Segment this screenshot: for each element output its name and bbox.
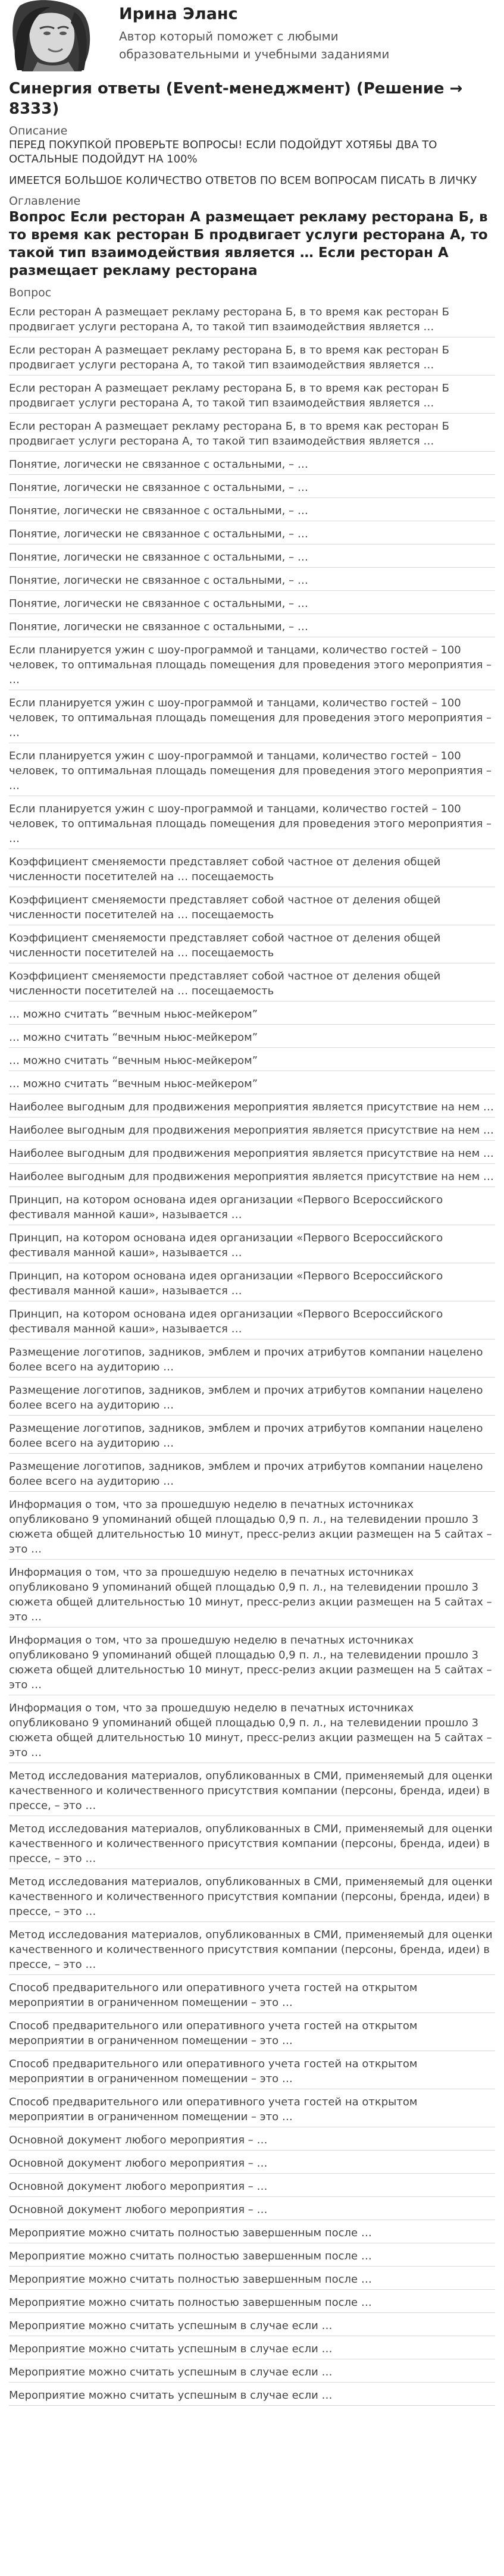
questions-label: Вопрос: [9, 286, 52, 299]
question-item: Если ресторан А размещает рекламу ресторана Б, в то время как ресторан Б продвигает услуги ресторана А, то такой тип взаимодействия является …: [9, 419, 495, 452]
questions-list: [9, 305, 495, 2406]
question-item: Способ предварительного или оперативного учета гостей на открытом мероприятии в ограниченном помещении – это …: [9, 1980, 495, 2013]
question-item: Понятие, логически не связанное с остальными, – …: [9, 619, 495, 637]
question-item: Способ предварительного или оперативного учета гостей на открытом мероприятии в ограниченном помещении – это …: [9, 2057, 495, 2089]
question-item: Принцип, на котором основана идея организации «Первого Всероссийского фестиваля манной каши», называется …: [9, 1231, 495, 1263]
question-item: Коэффициент сменяемости представляет собой частное от деления общей численности посетителей на … посещаемость: [9, 893, 495, 925]
question-item: Наиболее выгодным для продвижения мероприятия является присутствие на нем …: [9, 1146, 495, 1164]
question-item: … можно считать “вечным ньюс-мейкером”: [9, 1076, 495, 1094]
question-item: Размещение логотипов, задников, эмблем и прочих атрибутов компании нацелено более всего на аудиторию …: [9, 1459, 495, 1492]
question-item: Мероприятие можно считать полностью завершенным после …: [9, 2226, 495, 2243]
question-item: Если планируется ужин с шоу-программой и танцами, количество гостей – 100 человек, то оптимальная площадь помещения для проведения этого мероприятия – …: [9, 749, 495, 796]
question-item: Информация о том, что за прошедшую неделю в печатных источниках опубликовано 9 упоминаний общей площадью 0,9 п. л., на телевидении прошло 3 сюжета общей длительностью 10 минут, пресс-релиз акции размещен на 5 сайтах – это …: [9, 1633, 495, 1695]
question-item: Метод исследования материалов, опубликованных в СМИ, применяемый для оценки качественного и количественного присутствия компании (персоны, бренда, идеи) в прессе, – это …: [9, 1927, 495, 1975]
page-title: Синергия ответы (Event-менеджмент) (Решение → 8333): [9, 80, 463, 118]
question-item: Если планируется ужин с шоу-программой и танцами, количество гостей – 100 человек, то оптимальная площадь помещения для проведения этого мероприятия – …: [9, 643, 495, 690]
toc-label: Оглавление: [9, 195, 81, 208]
question-item: Основной документ любого мероприятия – …: [9, 2179, 495, 2197]
question-item: Мероприятие можно считать полностью завершенным после …: [9, 2295, 495, 2313]
question-item: Информация о том, что за прошедшую неделю в печатных источниках опубликовано 9 упоминаний общей площадью 0,9 п. л., на телевидении прошло 3 сюжета общей длительностью 10 минут, пресс-релиз акции размещен на 5 сайтах – это …: [9, 1565, 495, 1627]
question-item: Понятие, логически не связанное с остальными, – …: [9, 503, 495, 521]
avatar[interactable]: [9, 0, 95, 71]
question-item: Способ предварительного или оперативного учета гостей на открытом мероприятии в ограниченном помещении – это …: [9, 2095, 495, 2127]
author-name[interactable]: Ирина Эланс: [119, 5, 238, 23]
question-item: Информация о том, что за прошедшую неделю в печатных источниках опубликовано 9 упоминаний общей площадью 0,9 п. л., на телевидении прошло 3 сюжета общей длительностью 10 минут, пресс-релиз акции размещен на 5 сайтах – это …: [9, 1497, 495, 1560]
question-item: Мероприятие можно считать успешным в случае если …: [9, 2342, 495, 2359]
question-item: Метод исследования материалов, опубликованных в СМИ, применяемый для оценки качественного и количественного присутствия компании (персоны, бренда, идеи) в прессе, – это …: [9, 1821, 495, 1869]
author-header: [9, 0, 495, 71]
question-item: Понятие, логически не связанное с остальными, – …: [9, 550, 495, 568]
question-item: Наиболее выгодным для продвижения мероприятия является присутствие на нем …: [9, 1100, 495, 1118]
question-item: Если ресторан А размещает рекламу ресторана Б, в то время как ресторан Б продвигает услуги ресторана А, то такой тип взаимодействия является …: [9, 343, 495, 375]
description-paragraph: ПЕРЕД ПОКУПКОЙ ПРОВЕРЬТЕ ВОПРОСЫ! ЕСЛИ ПОДОЙДУТ ХОТЯБЫ ДВА ТО ОСТАЛЬНЫЕ ПОДОЙДУТ НА 100%: [9, 139, 437, 165]
question-item: Если планируется ужин с шоу-программой и танцами, количество гостей – 100 человек, то оптимальная площадь помещения для проведения этого мероприятия – …: [9, 802, 495, 849]
question-item: Понятие, логически не связанное с остальными, – …: [9, 480, 495, 498]
avatar-image: [9, 0, 95, 71]
question-item: Мероприятие можно считать успешным в случае если …: [9, 2318, 495, 2336]
question-item: Принцип, на котором основана идея организации «Первого Всероссийского фестиваля манной каши», называется …: [9, 1192, 495, 1225]
description-label: Описание: [9, 124, 68, 137]
question-item: Метод исследования материалов, опубликованных в СМИ, применяемый для оценки качественного и количественного присутствия компании (персоны, бренда, идеи) в прессе, – это …: [9, 1874, 495, 1922]
question-item: Мероприятие можно считать успешным в случае если …: [9, 2388, 495, 2406]
question-item: Основной документ любого мероприятия – …: [9, 2133, 495, 2151]
question-item: Основной документ любого мероприятия – …: [9, 2202, 495, 2220]
question-item: Размещение логотипов, задников, эмблем и прочих атрибутов компании нацелено более всего на аудиторию …: [9, 1345, 495, 1378]
question-item: Если ресторан А размещает рекламу ресторана Б, в то время как ресторан Б продвигает услуги ресторана А, то такой тип взаимодействия является …: [9, 305, 495, 337]
question-item: Основной документ любого мероприятия – …: [9, 2156, 495, 2174]
question-item: Метод исследования материалов, опубликованных в СМИ, применяемый для оценки качественного и количественного присутствия компании (персоны, бренда, идеи) в прессе, – это …: [9, 1769, 495, 1816]
question-item: Понятие, логически не связанное с остальными, – …: [9, 457, 495, 475]
question-item: Если планируется ужин с шоу-программой и танцами, количество гостей – 100 человек, то оптимальная площадь помещения для проведения этого мероприятия – …: [9, 696, 495, 743]
question-item: Принцип, на котором основана идея организации «Первого Всероссийского фестиваля манной каши», называется …: [9, 1307, 495, 1339]
question-item: Коэффициент сменяемости представляет собой частное от деления общей численности посетителей на … посещаемость: [9, 931, 495, 963]
question-item: Мероприятие можно считать успешным в случае если …: [9, 2365, 495, 2383]
question-item: … можно считать “вечным ньюс-мейкером”: [9, 1053, 495, 1071]
question-item: Принцип, на котором основана идея организации «Первого Всероссийского фестиваля манной каши», называется …: [9, 1269, 495, 1301]
question-item: Способ предварительного или оперативного учета гостей на открытом мероприятии в ограниченном помещении – это …: [9, 2018, 495, 2051]
question-item: Наиболее выгодным для продвижения мероприятия является присутствие на нем …: [9, 1169, 495, 1187]
question-item: Коэффициент сменяемости представляет собой частное от деления общей численности посетителей на … посещаемость: [9, 855, 495, 887]
question-item: Понятие, логически не связанное с остальными, – …: [9, 573, 495, 591]
question-item: Размещение логотипов, задников, эмблем и прочих атрибутов компании нацелено более всего на аудиторию …: [9, 1421, 495, 1454]
question-item: Коэффициент сменяемости представляет собой частное от деления общей численности посетителей на … посещаемость: [9, 969, 495, 1001]
author-info: [119, 0, 452, 63]
question-item: … можно считать “вечным ньюс-мейкером”: [9, 1030, 495, 1048]
question-item: Понятие, логически не связанное с остальными, – …: [9, 596, 495, 614]
question-item: Мероприятие можно считать полностью завершенным после …: [9, 2249, 495, 2267]
description-paragraph: ИМЕЕТСЯ БОЛЬШОЕ КОЛИЧЕСТВО ОТВЕТОВ ПО ВСЕМ ВОПРОСАМ ПИСАТЬ В ЛИЧКУ: [9, 174, 477, 187]
question-item: Мероприятие можно считать полностью завершенным после …: [9, 2272, 495, 2290]
question-item: Если ресторан А размещает рекламу ресторана Б, в то время как ресторан Б продвигает услуги ресторана А, то такой тип взаимодействия является …: [9, 381, 495, 414]
question-item: Понятие, логически не связанное с остальными, – …: [9, 527, 495, 544]
author-description: Автор который поможет с любыми образовательными и учебными заданиями: [119, 29, 390, 61]
toc-main-question[interactable]: Вопрос Если ресторан А размещает рекламу ресторана Б, в то время как ресторан Б продвигает услуги ресторана А, то такой тип взаимодействия является … Если ресторан А размещает рекламу ресторана: [9, 209, 488, 278]
question-item: Размещение логотипов, задников, эмблем и прочих атрибутов компании нацелено более всего на аудиторию …: [9, 1383, 495, 1416]
question-item: Наиболее выгодным для продвижения мероприятия является присутствие на нем …: [9, 1123, 495, 1141]
question-item: Информация о том, что за прошедшую неделю в печатных источниках опубликовано 9 упоминаний общей площадью 0,9 п. л., на телевидении прошло 3 сюжета общей длительностью 10 минут, пресс-релиз акции размещен на 5 сайтах – это …: [9, 1701, 495, 1763]
question-item: … можно считать “вечным ньюс-мейкером”: [9, 1007, 495, 1025]
